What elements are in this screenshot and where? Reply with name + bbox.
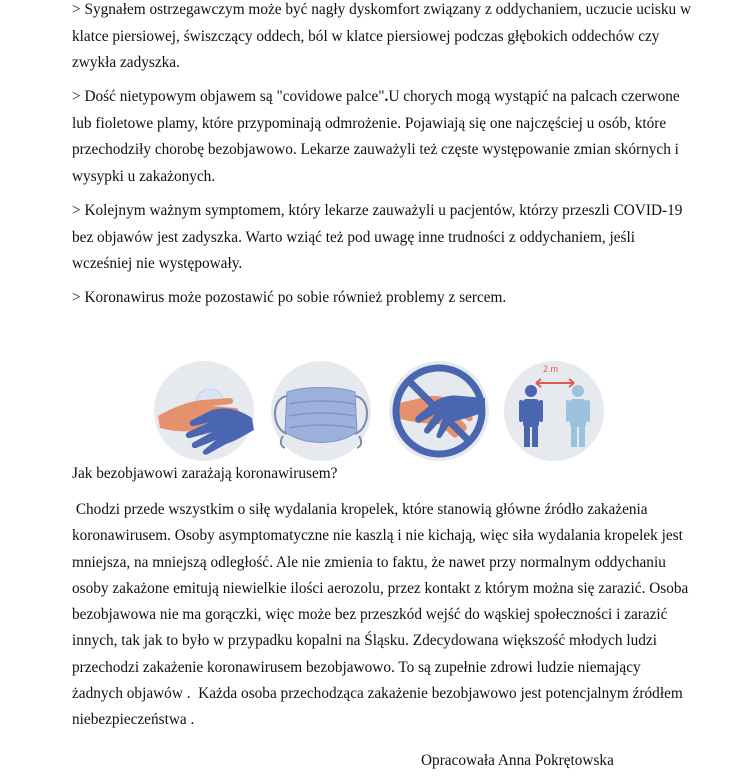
hand-washing-icon xyxy=(152,358,257,464)
paragraph-covid-toes-rest: U chorych mogą wystąpić na palcach czerwone lub fioletowe plamy, które przypominają odmrożenie. Pojawiają się one najczęściej u osób, które przechodziły chorobę bezobjawowo. Lekarze zauważyli też częste występowanie zmian skórnych i wysypki u zakażonych. xyxy=(72,88,680,185)
face-mask-icon xyxy=(269,358,374,464)
paragraph-shortness-of-breath: > Kolejnym ważnym symptomem, który lekarze zauważyli u pacjentów, którzy przeszli COVID-19 bez objawów jest zadyszka. Warto wziąć też pod uwagę inne trudności z oddychaniem, jeśli wcześniej nie występowały. xyxy=(72,202,683,272)
paragraph-covid-toes xyxy=(72,84,692,190)
social-distance-icon xyxy=(502,358,607,464)
paragraph-asymptomatic-spread: Chodzi przede wszystkim o siłę wydalania kropelek, które stanowią główne źródło zakażenia koronawirusem. Osoby asymptomatyczne nie kaszlą i nie kichają, więc siła wydalania kropelek jest mniejsza, na mniejszą odległość. Ale nie zmienia to faktu, że nawet przy normalnym oddychaniu osoby zakażone emitują niewielkie ilości aerozolu, przez kontakt z którym można się zarazić. Osoba bezobjawowa nie ma gorączki, więc może bez przeszkód wejść do wąskiej społeczności i zarazić innych, tak jak to było w przypadku kopalni na Śląsku. Zdecydowana większość młodych ludzi przechodzi zakażenie koronawirusem bezobjawowo. To są zupełnie zdrowi ludzie niemający żadnych objawów . Każda osoba przechodząca zakażenie bezobjawowo jest potencjalnym źródłem niebezpieczeństwa . xyxy=(72,501,693,729)
question-heading: Jak bezobjawowi zarażają koronawirusem? xyxy=(72,465,338,482)
paragraph-heart-problems: > Koronawirus może pozostawić po sobie również problemy z sercem. xyxy=(72,289,507,306)
paragraph-covid-toes-bold-dot: . xyxy=(384,88,389,105)
paragraph-covid-toes-prefix: > Dość nietypowym objawem są "covidowe palce" xyxy=(72,88,385,105)
paragraph-breathing-symptoms: > Sygnałem ostrzegawczym może być nagły dyskomfort związany z oddychaniem, uczucie ucisku w klatce piersiowej, świszczący oddech, ból w klatce piersiowej podczas głębokich oddechów czy zwykła zadyszka. xyxy=(72,1,692,71)
author-signature: Opracowała Anna Pokrętowska xyxy=(421,752,614,769)
no-handshake-icon xyxy=(387,358,492,464)
distance-label: 2 m xyxy=(543,364,559,374)
prevention-illustrations xyxy=(152,358,607,464)
